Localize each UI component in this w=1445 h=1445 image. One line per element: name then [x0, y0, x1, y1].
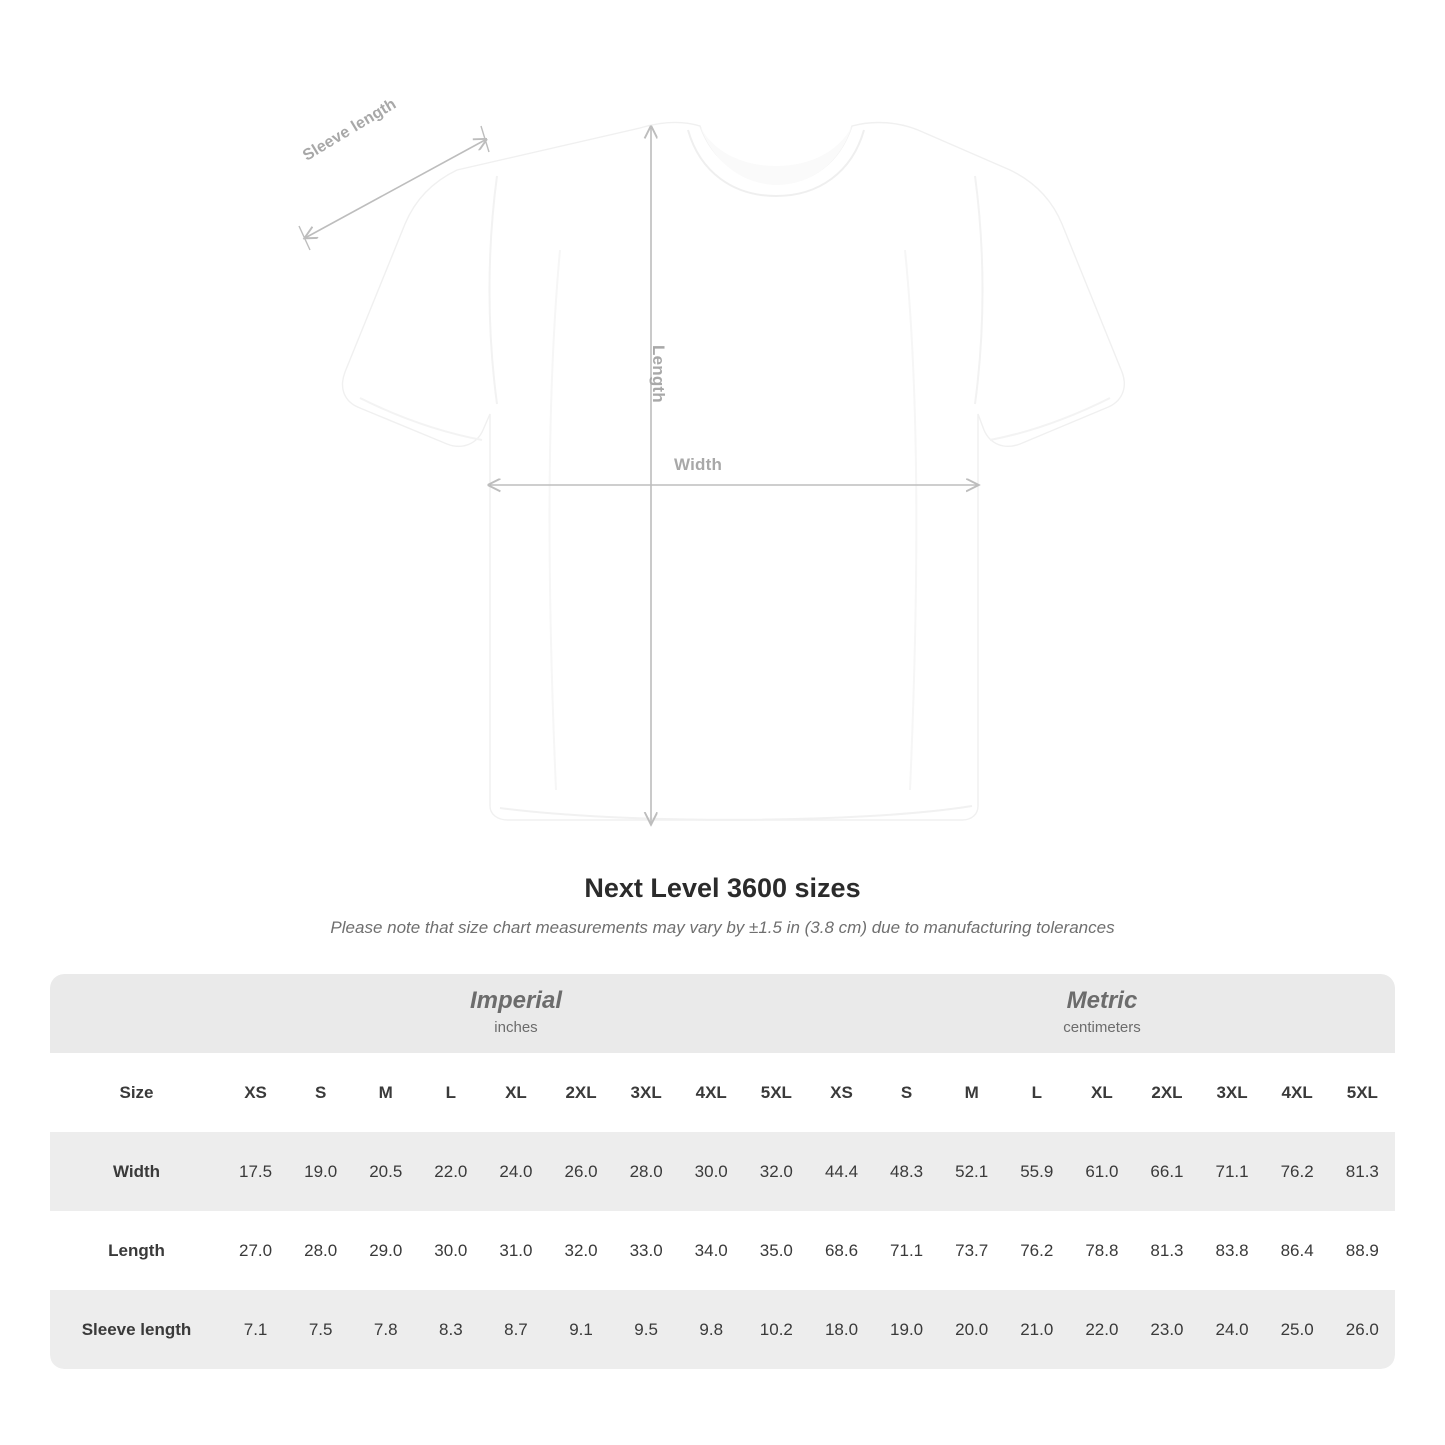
cell-width-metric-4xl: 76.2 — [1265, 1132, 1330, 1211]
cell-length-imperial-2xl: 32.0 — [548, 1211, 613, 1290]
col-header-metric-l: L — [1004, 1053, 1069, 1132]
cell-width-metric-m: 52.1 — [939, 1132, 1004, 1211]
col-header-imperial-s: S — [288, 1053, 353, 1132]
cell-length-imperial-3xl: 33.0 — [614, 1211, 679, 1290]
cell-length-metric-2xl: 81.3 — [1134, 1211, 1199, 1290]
cell-width-imperial-3xl: 28.0 — [614, 1132, 679, 1211]
cell-width-imperial-s: 19.0 — [288, 1132, 353, 1211]
cell-sleeve-metric-5xl: 26.0 — [1330, 1290, 1395, 1369]
cell-sleeve-metric-xl: 22.0 — [1069, 1290, 1134, 1369]
cell-length-imperial-5xl: 35.0 — [744, 1211, 809, 1290]
cell-sleeve-imperial-2xl: 9.1 — [548, 1290, 613, 1369]
col-header-imperial-5xl: 5XL — [744, 1053, 809, 1132]
cell-length-metric-l: 76.2 — [1004, 1211, 1069, 1290]
col-header-metric-3xl: 3XL — [1200, 1053, 1265, 1132]
cell-width-metric-3xl: 71.1 — [1200, 1132, 1265, 1211]
table-row — [50, 1290, 1395, 1369]
col-header-metric-xs: XS — [809, 1053, 874, 1132]
cell-sleeve-metric-m: 20.0 — [939, 1290, 1004, 1369]
page-title: Next Level 3600 sizes — [584, 873, 861, 903]
cell-width-metric-xl: 61.0 — [1069, 1132, 1134, 1211]
col-header-imperial-4xl: 4XL — [679, 1053, 744, 1132]
col-header-imperial-xs: XS — [223, 1053, 288, 1132]
col-header-imperial-xl: XL — [483, 1053, 548, 1132]
cell-sleeve-metric-l: 21.0 — [1004, 1290, 1069, 1369]
cell-sleeve-imperial-s: 7.5 — [288, 1290, 353, 1369]
cell-length-metric-5xl: 88.9 — [1330, 1211, 1395, 1290]
cell-width-metric-xs: 44.4 — [809, 1132, 874, 1211]
cell-sleeve-imperial-5xl: 10.2 — [744, 1290, 809, 1369]
cell-length-metric-s: 71.1 — [874, 1211, 939, 1290]
cell-sleeve-imperial-l: 8.3 — [418, 1290, 483, 1369]
col-header-metric-s: S — [874, 1053, 939, 1132]
tolerance-note: Please note that size chart measurements may vary by ±1.5 in (3.8 cm) due to manufacturing tolerances — [330, 918, 1115, 937]
col-header-metric-xl: XL — [1069, 1053, 1134, 1132]
col-header-imperial-2xl: 2XL — [548, 1053, 613, 1132]
table-row — [50, 1211, 1395, 1290]
cell-width-imperial-xl: 24.0 — [483, 1132, 548, 1211]
cell-width-imperial-4xl: 30.0 — [679, 1132, 744, 1211]
cell-sleeve-imperial-xs: 7.1 — [223, 1290, 288, 1369]
cell-sleeve-metric-xs: 18.0 — [809, 1290, 874, 1369]
col-header-metric-2xl: 2XL — [1134, 1053, 1199, 1132]
unit-header-metric — [809, 974, 1395, 1053]
length-label: Length — [649, 345, 668, 403]
cell-sleeve-metric-2xl: 23.0 — [1134, 1290, 1199, 1369]
cell-width-metric-s: 48.3 — [874, 1132, 939, 1211]
cell-length-metric-3xl: 83.8 — [1200, 1211, 1265, 1290]
tshirt-shape — [343, 122, 1125, 820]
col-header-imperial-3xl: 3XL — [614, 1053, 679, 1132]
cell-width-imperial-2xl: 26.0 — [548, 1132, 613, 1211]
cell-width-imperial-5xl: 32.0 — [744, 1132, 809, 1211]
unit-sub-imperial: inches — [494, 1018, 538, 1036]
col-header-imperial-m: M — [353, 1053, 418, 1132]
unit-header-spacer — [50, 974, 223, 1053]
unit-name-metric: Metric — [1066, 986, 1138, 1014]
cell-length-imperial-m: 29.0 — [353, 1211, 418, 1290]
size-header-label: Size — [50, 1053, 223, 1132]
cell-length-metric-4xl: 86.4 — [1265, 1211, 1330, 1290]
size-header-row — [50, 1053, 1395, 1132]
cell-length-imperial-l: 30.0 — [418, 1211, 483, 1290]
unit-header-row — [50, 974, 1395, 1053]
size-table-wrapper — [50, 974, 1395, 1369]
cell-sleeve-imperial-xl: 8.7 — [483, 1290, 548, 1369]
cell-length-imperial-s: 28.0 — [288, 1211, 353, 1290]
cell-length-metric-xl: 78.8 — [1069, 1211, 1134, 1290]
cell-sleeve-imperial-3xl: 9.5 — [614, 1290, 679, 1369]
col-header-metric-m: M — [939, 1053, 1004, 1132]
row-label-length: Length — [50, 1211, 223, 1290]
size-table — [50, 974, 1395, 1369]
title-block — [0, 873, 1445, 938]
cell-length-metric-xs: 68.6 — [809, 1211, 874, 1290]
cell-sleeve-imperial-4xl: 9.8 — [679, 1290, 744, 1369]
cell-width-imperial-l: 22.0 — [418, 1132, 483, 1211]
col-header-metric-5xl: 5XL — [1330, 1053, 1395, 1132]
unit-sub-metric: centimeters — [1063, 1018, 1141, 1036]
cell-sleeve-metric-s: 19.0 — [874, 1290, 939, 1369]
cell-sleeve-imperial-m: 7.8 — [353, 1290, 418, 1369]
cell-width-imperial-m: 20.5 — [353, 1132, 418, 1211]
sleeve-length-label: Sleeve length — [300, 95, 400, 165]
width-label: Width — [674, 455, 723, 474]
row-label-sleeve-length: Sleeve length — [50, 1290, 223, 1369]
cell-length-imperial-4xl: 34.0 — [679, 1211, 744, 1290]
unit-name-imperial: Imperial — [469, 986, 562, 1014]
table-row — [50, 1132, 1395, 1211]
cell-sleeve-metric-3xl: 24.0 — [1200, 1290, 1265, 1369]
cell-length-imperial-xl: 31.0 — [483, 1211, 548, 1290]
col-header-metric-4xl: 4XL — [1265, 1053, 1330, 1132]
cell-sleeve-metric-4xl: 25.0 — [1265, 1290, 1330, 1369]
cell-length-metric-m: 73.7 — [939, 1211, 1004, 1290]
cell-width-metric-l: 55.9 — [1004, 1132, 1069, 1211]
cell-width-metric-5xl: 81.3 — [1330, 1132, 1395, 1211]
cell-width-metric-2xl: 66.1 — [1134, 1132, 1199, 1211]
cell-length-imperial-xs: 27.0 — [223, 1211, 288, 1290]
col-header-imperial-l: L — [418, 1053, 483, 1132]
row-label-width: Width — [50, 1132, 223, 1211]
cell-width-imperial-xs: 17.5 — [223, 1132, 288, 1211]
unit-header-imperial — [223, 974, 809, 1053]
